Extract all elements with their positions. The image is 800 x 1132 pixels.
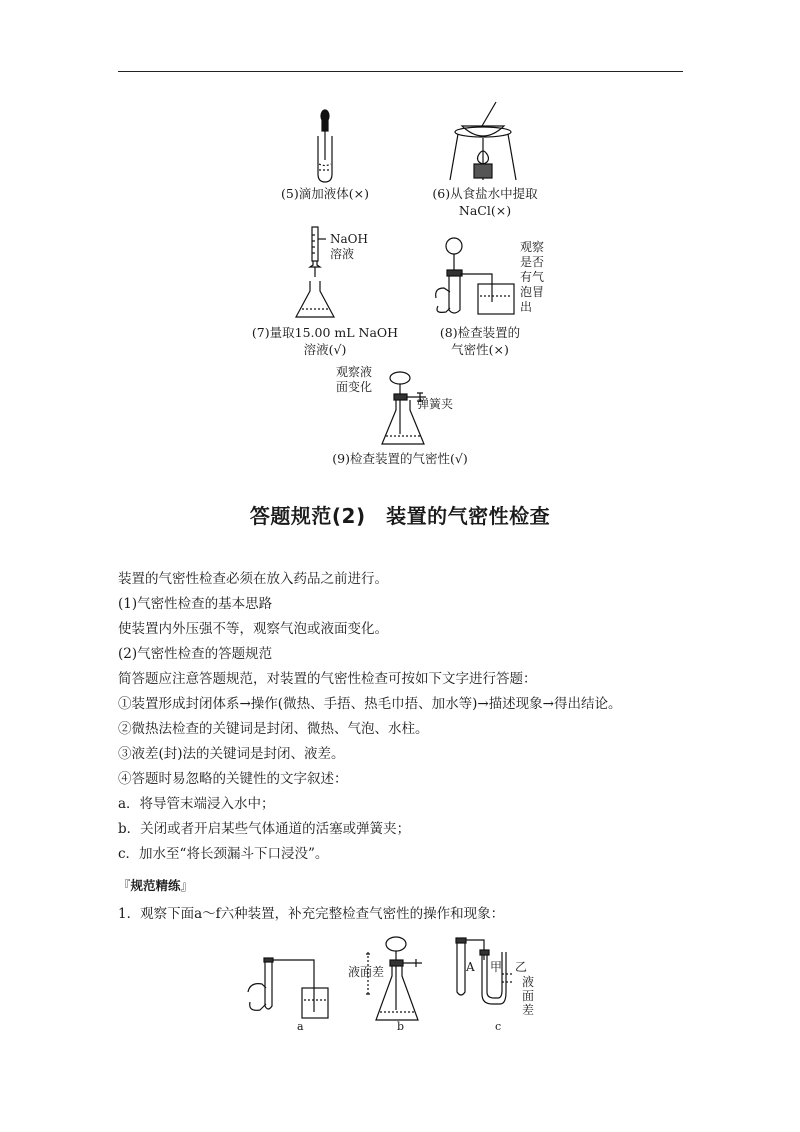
paragraph-6: ①装置形成封闭体系→操作(微热、手捂、热毛巾捂、加水等)→描述现象→得出结论。 — [118, 696, 622, 712]
section-title: 答题规范(2) 装置的气密性检查 — [249, 504, 551, 528]
bottom-figure-b-illustration — [366, 932, 426, 1024]
figure-6-caption: (6)从食盐水中提取 NaCl(×) — [432, 186, 538, 218]
bottom-figure-a-caption: a — [297, 1020, 304, 1033]
bottom-figure-a-illustration — [244, 952, 339, 1022]
bottom-figure-b-caption: b — [397, 1020, 405, 1033]
bottom-figure-b-label: 液面差 — [348, 965, 385, 979]
paragraph-10: a．将导管末端浸入水中； — [118, 796, 275, 812]
header-rule — [118, 71, 683, 72]
paragraph-7: ②微热法检查的关键词是封闭、微热、气泡、水柱。 — [118, 721, 429, 737]
figure-8-apparatus-illustration — [432, 236, 522, 320]
figure-9-clamp-label: 弹簧夹 — [417, 397, 454, 411]
figure-6-evaporation-illustration — [438, 98, 528, 188]
question-1: 1．观察下面a～f六种装置，补充完整检查气密性的操作和现象： — [118, 906, 505, 922]
paragraph-5: 简答题应注意答题规范，对装置的气密性检查可按如下文字进行答题： — [118, 671, 537, 687]
paragraph-9: ④答题时易忽略的关键性的文字叙述： — [118, 771, 348, 787]
figure-7-naoh-label: NaOH 溶液 — [330, 232, 368, 261]
bottom-figure-c-label-diff: 液 面 差 — [522, 975, 535, 1017]
bottom-figure-c-caption: c — [495, 1020, 502, 1033]
figure-9-caption: (9)检查装置的气密性(√) — [332, 451, 468, 466]
figure-9-observe-label: 观察液 面变化 — [336, 365, 373, 394]
practice-tag-open: 『 — [118, 878, 131, 893]
paragraph-2: (1)气密性检查的基本思路 — [118, 596, 273, 612]
figure-8-caption: (8)检查装置的 气密性(×) — [439, 325, 521, 357]
bottom-figure-c-label-yi: 乙 — [515, 960, 528, 974]
paragraph-1: 装置的气密性检查必须在放入药品之前进行。 — [118, 571, 388, 587]
practice-tag — [118, 877, 193, 895]
figure-7-caption: (7)量取15.00 mL NaOH 溶液(√) — [251, 325, 399, 357]
practice-tag-text: 规范精练 — [130, 878, 181, 893]
bottom-figure-c-illustration — [452, 932, 522, 1018]
figure-8-observe-label: 观察 是否 有气 泡冒 出 — [520, 240, 545, 314]
figure-5-dropper-illustration — [300, 108, 350, 184]
paragraph-12: c．加水至“将长颈漏斗下口浸没”。 — [118, 846, 329, 862]
paragraph-4: (2)气密性检查的答题规范 — [118, 646, 273, 662]
paragraph-8: ③液差(封)法的关键词是封闭、液差。 — [118, 746, 345, 762]
bottom-figure-c-label-jia: 甲 — [490, 960, 503, 974]
practice-tag-close: 』 — [180, 878, 194, 893]
paragraph-11: b．关闭或者开启某些气体通道的活塞或弹簧夹； — [118, 821, 411, 837]
bottom-figure-c-label-a: A — [466, 960, 475, 974]
figure-5-caption: (5)滴加液体(×) — [281, 186, 369, 201]
paragraph-3: 使装置内外压强不等，观察气泡或液面变化。 — [118, 621, 388, 637]
